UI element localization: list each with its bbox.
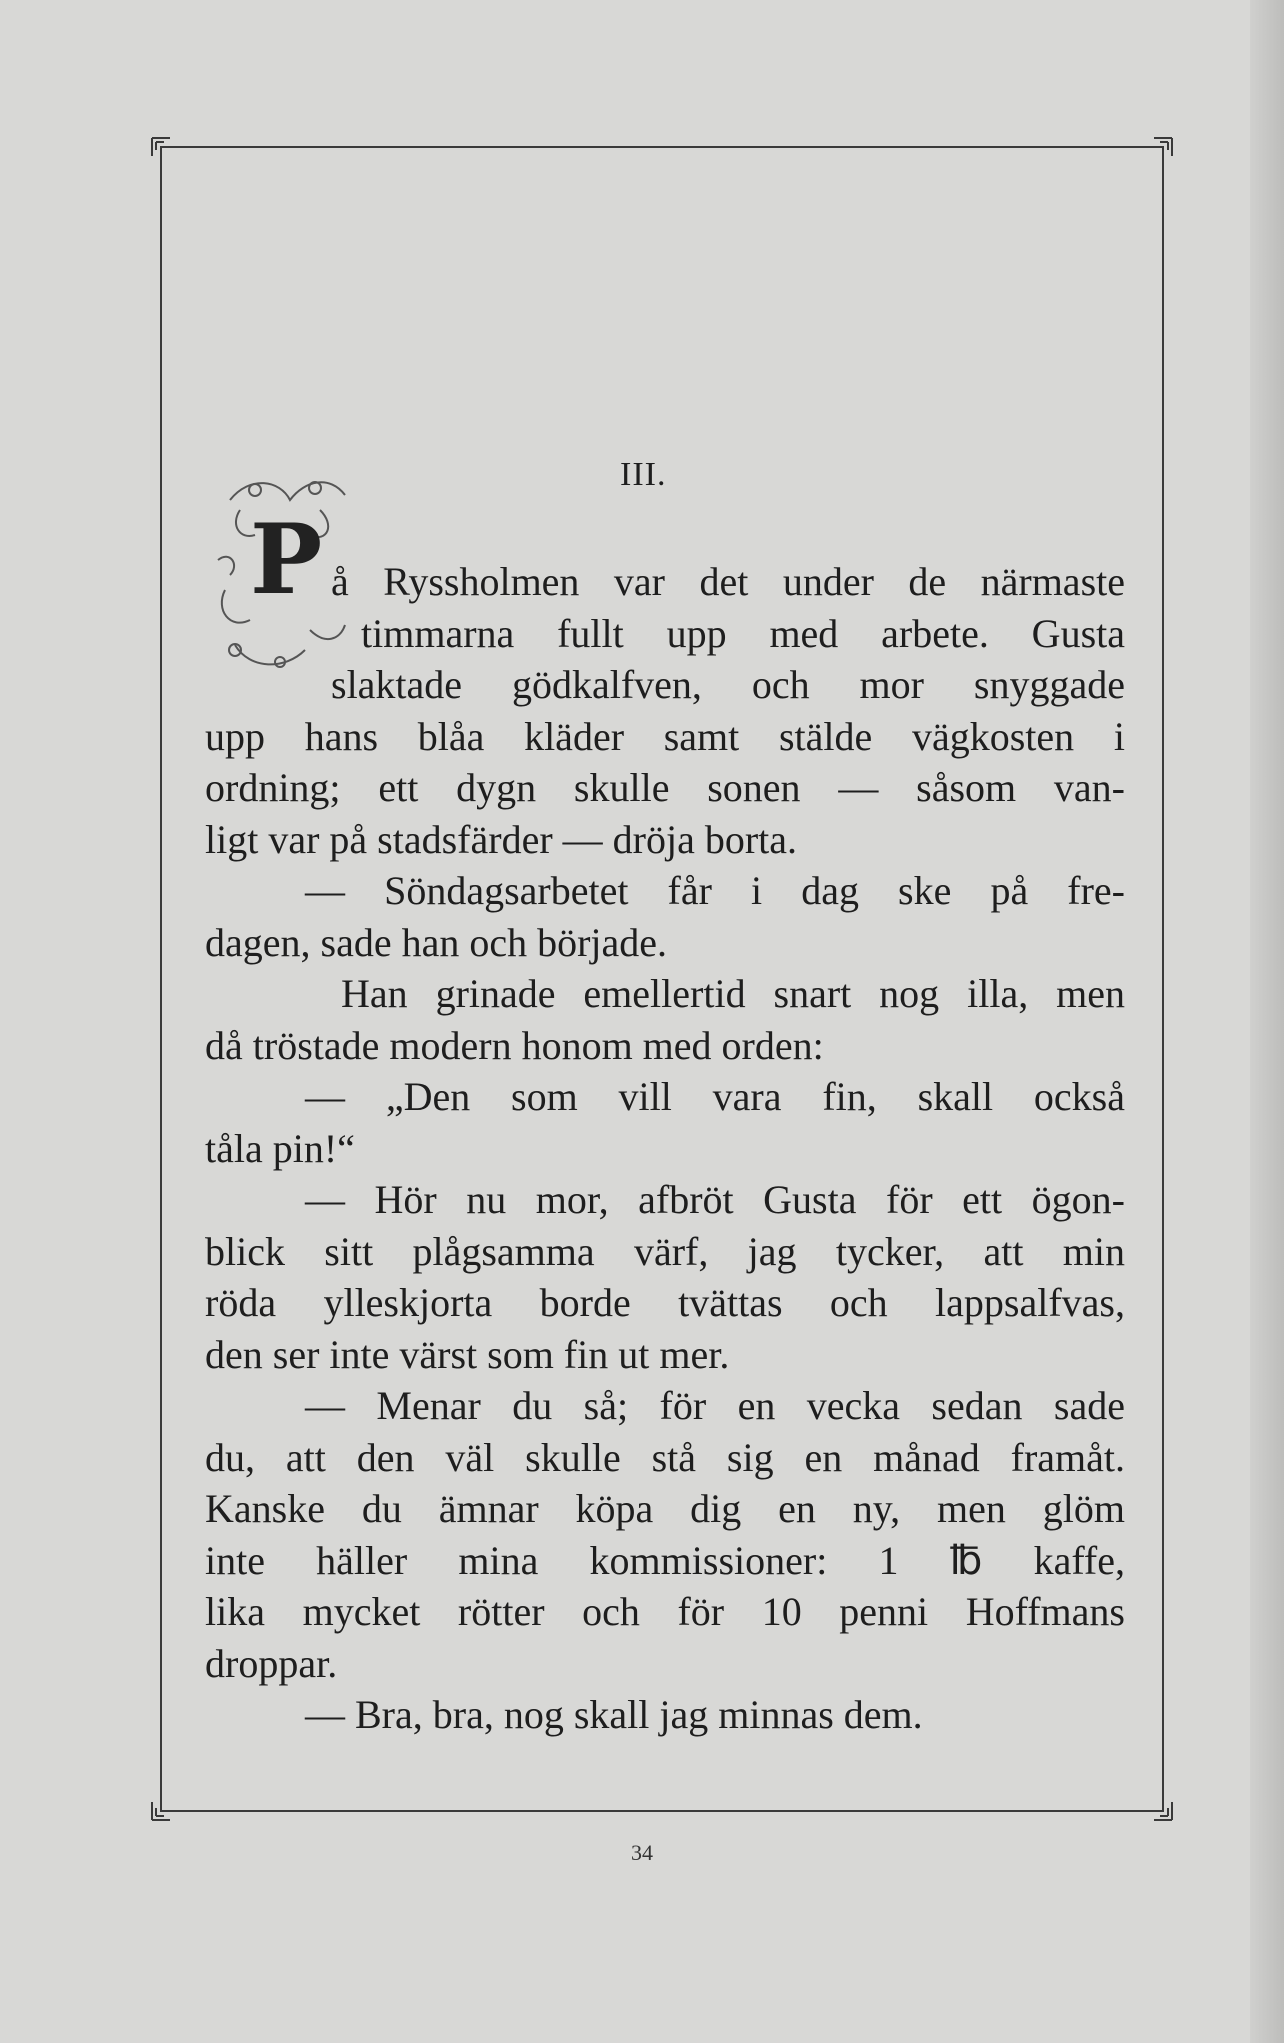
text-line: dagen, sade han och började.	[205, 919, 668, 965]
text-line: röda ylleskjorta borde tvättas och lappsalfvas,	[205, 1280, 1125, 1325]
dropcap-letter: P	[250, 503, 323, 616]
text-line: — Söndagsarbetet får i dag ske på fre-	[305, 868, 1125, 913]
frame-top-rule	[160, 146, 1164, 148]
text-line: inte häller mina kommissioner: 1 ℔ kaffe,	[205, 1537, 1125, 1583]
text-line: droppar.	[205, 1640, 338, 1686]
text-line: du, att den väl skulle stå sig en månad framåt.	[205, 1434, 1125, 1480]
chapter-heading: III.	[620, 456, 667, 493]
text-line: blick sitt plågsamma värf, jag tycker, att min	[205, 1228, 1125, 1274]
text-line: den ser inte värst som fin ut mer.	[205, 1331, 730, 1377]
text-line: ligt var på stadsfärder — dröja borta.	[205, 816, 798, 862]
text-line: — „Den som vill vara fin, skall också	[305, 1074, 1125, 1119]
frame-corner-ornament	[150, 136, 172, 158]
text-line: lika mycket rötter och för 10 penni Hoffmans	[205, 1589, 1125, 1634]
frame-right-rule	[1162, 146, 1164, 1812]
text-line: slaktade gödkalfven, och mor snyggade	[331, 662, 1125, 707]
text-line: tåla pin!“	[205, 1125, 355, 1171]
frame-corner-ornament	[1152, 1800, 1174, 1822]
text-line: Han grinade emellertid snart nog illa, men	[341, 971, 1125, 1016]
text-line: Kanske du ämnar köpa dig en ny, men glöm	[205, 1486, 1125, 1531]
body-text	[205, 556, 1125, 1741]
text-line: — Bra, bra, nog skall jag minnas dem.	[305, 1692, 923, 1737]
text-line: — Hör nu mor, afbröt Gusta för ett ögon-	[305, 1177, 1125, 1222]
text-line: då tröstade modern honom med orden:	[205, 1022, 824, 1068]
frame-corner-ornament	[150, 1800, 172, 1822]
text-line: ordning; ett dygn skulle sonen — såsom van-	[205, 765, 1125, 810]
text-line: timmarna fullt upp med arbete. Gusta	[361, 610, 1125, 656]
frame-left-rule	[160, 146, 162, 1812]
frame-corner-ornament	[1152, 136, 1174, 158]
text-line: — Menar du så; för en vecka sedan sade	[305, 1383, 1125, 1428]
text-line: å Ryssholmen var det under de närmaste	[331, 559, 1125, 604]
text-line: upp hans blåa kläder samt stälde vägkosten i	[205, 713, 1125, 759]
frame-bottom-rule	[160, 1810, 1164, 1812]
page-edge-shadow	[1250, 0, 1284, 2043]
page-number: 34	[631, 1840, 653, 1865]
